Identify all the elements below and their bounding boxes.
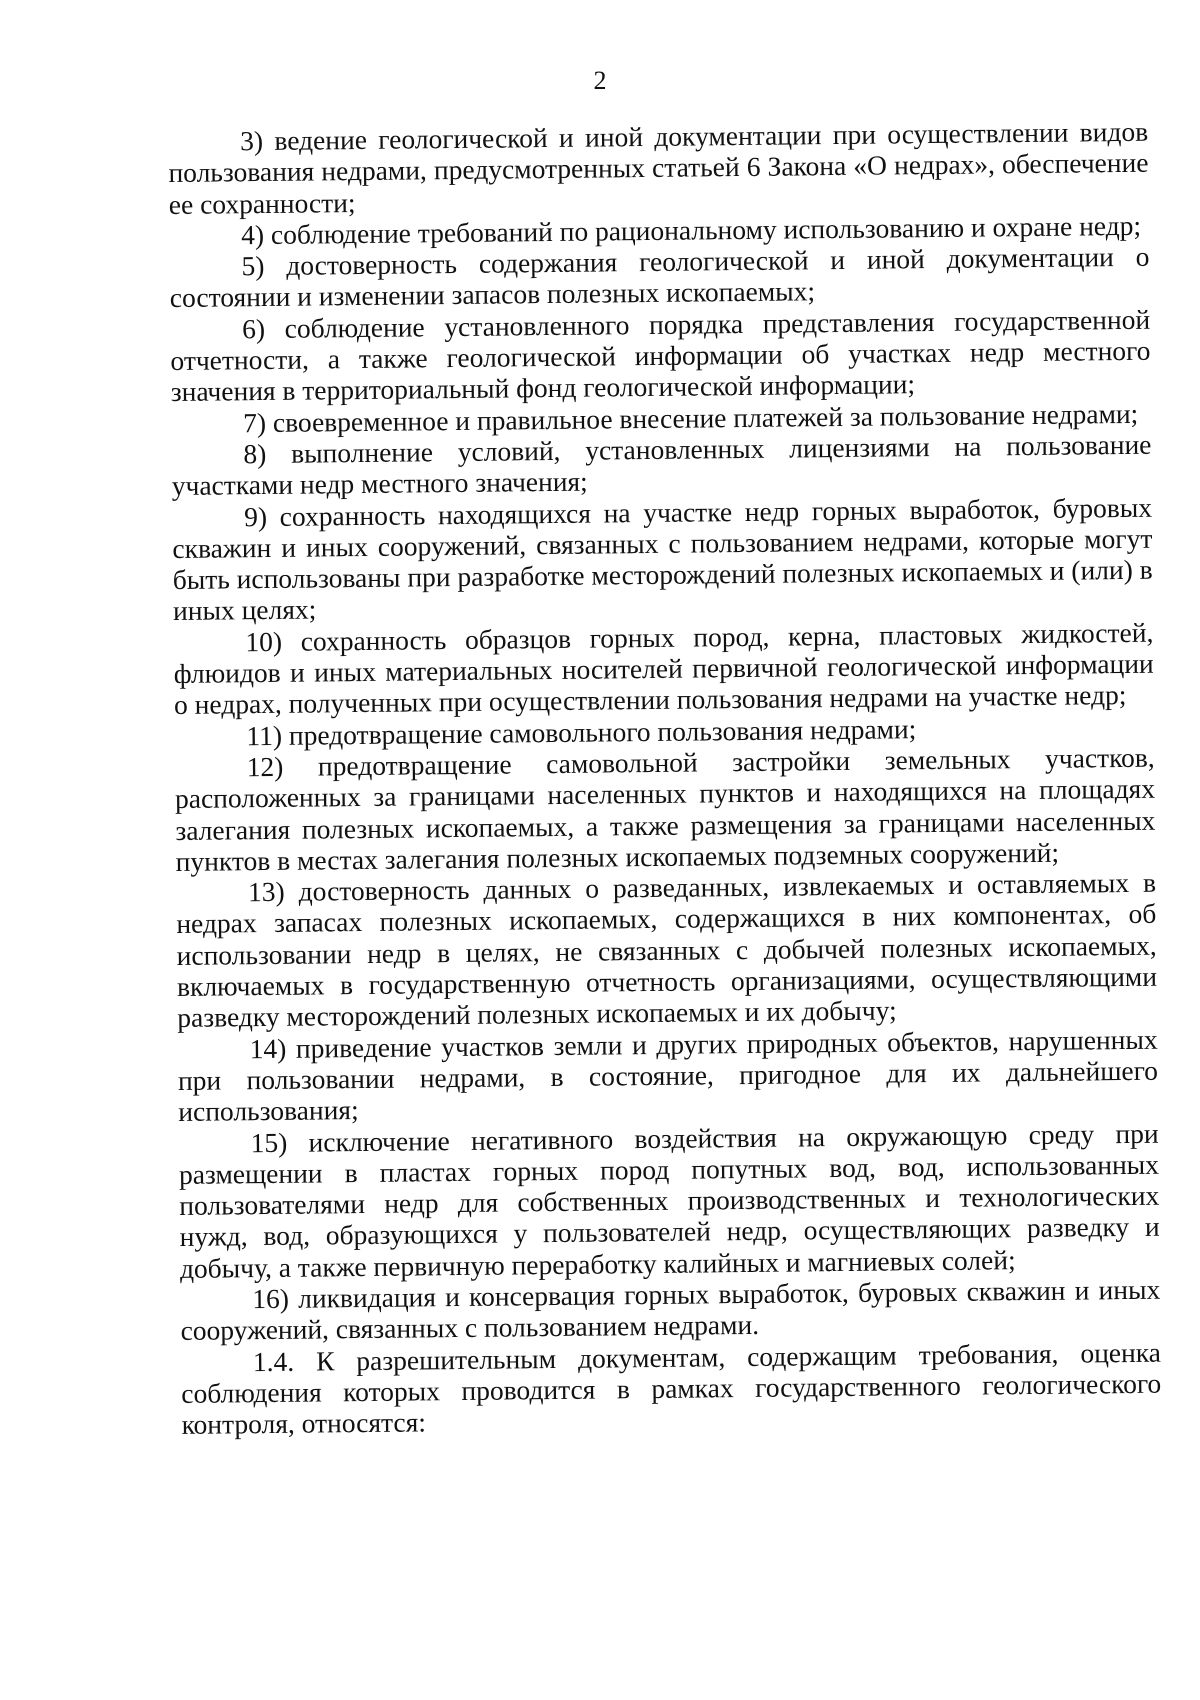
paragraph-item-9: 9) сохранность находящихся на участке недр горных выработок, буровых скважин и иных сооружений, связанных с пользованием недрами, которые могут быть использованы при разработке месторождений полезных ископаемых и (или) в иных целях; [172,491,1153,627]
paragraph-item-3: 3) ведение геологической и иной документации при осуществлении видов пользования недрами, предусмотренных статьей 6 Закона «О недрах», обеспечение ее сохранности; [168,115,1149,220]
paragraph-item-16: 16) ликвидация и консервация горных выработок, буровых скважин и иных сооружений, связанных с пользованием недрами. [180,1273,1161,1347]
paragraph-item-10: 10) сохранность образцов горных пород, керна, пластовых жидкостей, флюидов и иных материальных носителей первичной геологической информации о недрах, полученных при осуществлении пользования недрами на участке недр; [173,616,1154,721]
paragraph-item-13: 13) достоверность данных о разведанных, извлекаемых и оставляемых в недрах запасах полезных ископаемых, содержащихся в них компонентах, об использовании недр в целях, не связанных с добычей полезных ископаемых, включаемых в государственную отчетность организациями, осуществляющими разведку месторождений полезных ископаемых и их добычу; [176,866,1158,1034]
paragraph-item-7: 7) своевременное и правильное внесение платежей за пользование недрами; [242,397,1139,438]
paragraph-item-14: 14) приведение участков земли и других природных объектов, нарушенных при пользовании недрами, в состояние, пригодное для их дальнейшего использования; [177,1023,1159,1128]
paragraph-item-5: 5) достоверность содержания геологической и иной документации о состоянии и изменении запасов полезных ископаемых; [169,240,1150,314]
paragraph-item-6: 6) соблюдение установленного порядка представления государственной отчетности, а также геологической информации об участках недр местного значения в территориальный фонд геологической информации; [170,303,1151,408]
paragraph-item-11: 11) предотвращение самовольного пользования недрами; [246,712,917,751]
paragraph-item-8: 8) выполнение условий, установленных лицензиями на пользование участками недр местного значения; [171,428,1152,502]
document-body [168,116,1162,1441]
paragraph-item-15: 15) исключение негативного воздействия на окружающую среду при размещении в пластах горных пород попутных вод, вод, использованных пользователями недр для собственных производственных и технологических нужд, вод, образующихся у пользователей недр, осуществляющих разведку и добычу, а также первичную переработку калийных и магниевых солей; [178,1117,1160,1284]
paragraph-item-12: 12) предотвращение самовольной застройки земельных участков, расположенных за границами населенных пунктов и находящихся на площадях залегания полезных ископаемых, а также размещения за границами населенных пунктов в местах залегания полезных ископаемых подземных сооружений; [174,741,1156,877]
page-number: 2 [593,66,607,95]
paragraph-item-4: 4) соблюдение требований по рациональному использованию и охране недр; [240,209,1142,251]
paragraph-section-1-4: 1.4. К разрешительным документам, содержащим требования, оценка соблюдения которых проводится в рамках государственного геологического контроля, относятся: [181,1336,1162,1441]
